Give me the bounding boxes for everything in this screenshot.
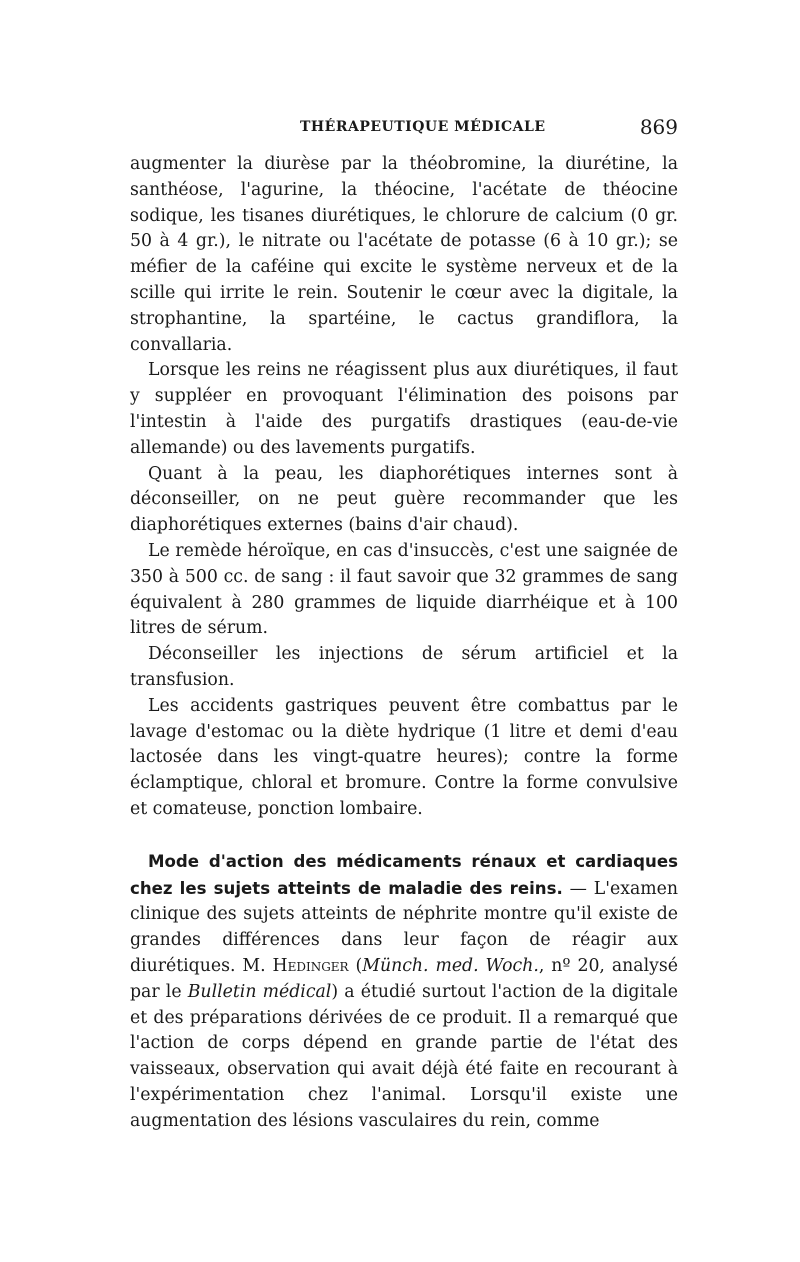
running-title: THÉRAPEUTIQUE MÉDICALE [300,119,546,135]
section-dash: — [562,878,594,899]
paragraph-4: Le remède héroïque, en cas d'insuccès, c'est une saignée de 350 à 500 cc. de sang : il faut savoir que 32 grammes de sang équivalent à 280 grammes de liquide diarrhéique et à 100 litres de sérum. [130,540,678,639]
open-paren: ( [348,955,363,976]
journal-name: Münch. med. Woch. [362,955,539,976]
paragraph-6: Les accidents gastriques peuvent être combattus par le lavage d'estomac ou la diète hydrique (1 litre et demi d'eau lactosée dans les vingt-quatre heures); contre la forme éclamptique, chloral et bromure. Contre la forme convulsive et comateuse, ponction lombaire. [130,695,678,819]
section-text-1: L'examen clinique des sujets atteints de néphrite montre qu'il existe de grandes différences dans leur façon de réagir aux diurétiques. M. [130,878,678,976]
section-text-2: ) a étudié surtout l'action de la digitale et des préparations dérivées de ce produit. Il a remarqué que l'action de corps dépend en grande partie de l'état des vaisseaux, observation qui avait déjà été faite en recourant à l'expérimentation chez l'animal. Lorsqu'il existe une augmentation des lésions vasculaires du rein, comme [130,981,678,1131]
paragraph-2: Lorsque les reins ne réagissent plus aux diurétiques, il faut y suppléer en provoquant l'élimination des poisons par l'intestin à l'aide des purgatifs drastiques (eau-de-vie allemande) ou des lavements purgatifs. [130,360,678,458]
page-header [130,115,678,141]
section-heading: Mode d'action des médicaments rénaux et cardiaques chez les sujets atteints de maladie des reins. [130,851,678,898]
body-text [130,152,678,1134]
author-name: Hedinger [272,955,349,976]
paragraph-1: augmenter la diurèse par la théobromine, la diurétine, la santhéose, l'agurine, la théocine, l'acétate de théocine sodique, les tisanes diurétiques, le chlorure de calcium (0 gr. 50 à 4 gr.), le nitrate ou l'acétate de potasse (6 à 10 gr.); se méfier de la caféine qui excite le système nerveux et de la scille qui irrite le rein. Soutenir le cœur avec la digitale, la strophantine, la spartéine, le cactus grandiflora, la convallaria. [130,154,678,355]
page-number: 869 [639,115,678,139]
paragraph-3: Quant à la peau, les diaphorétiques internes sont à déconseiller, on ne peut guère recommander que les diaphorétiques externes (bains d'air chaud). [130,463,678,536]
paragraph-5: Déconseiller les injections de sérum artificiel et la transfusion. [130,644,678,690]
section-paragraph [130,849,678,1135]
reference-number: , nº 20, analysé par le [130,955,678,1002]
bulletin-name: Bulletin médical [187,981,332,1002]
